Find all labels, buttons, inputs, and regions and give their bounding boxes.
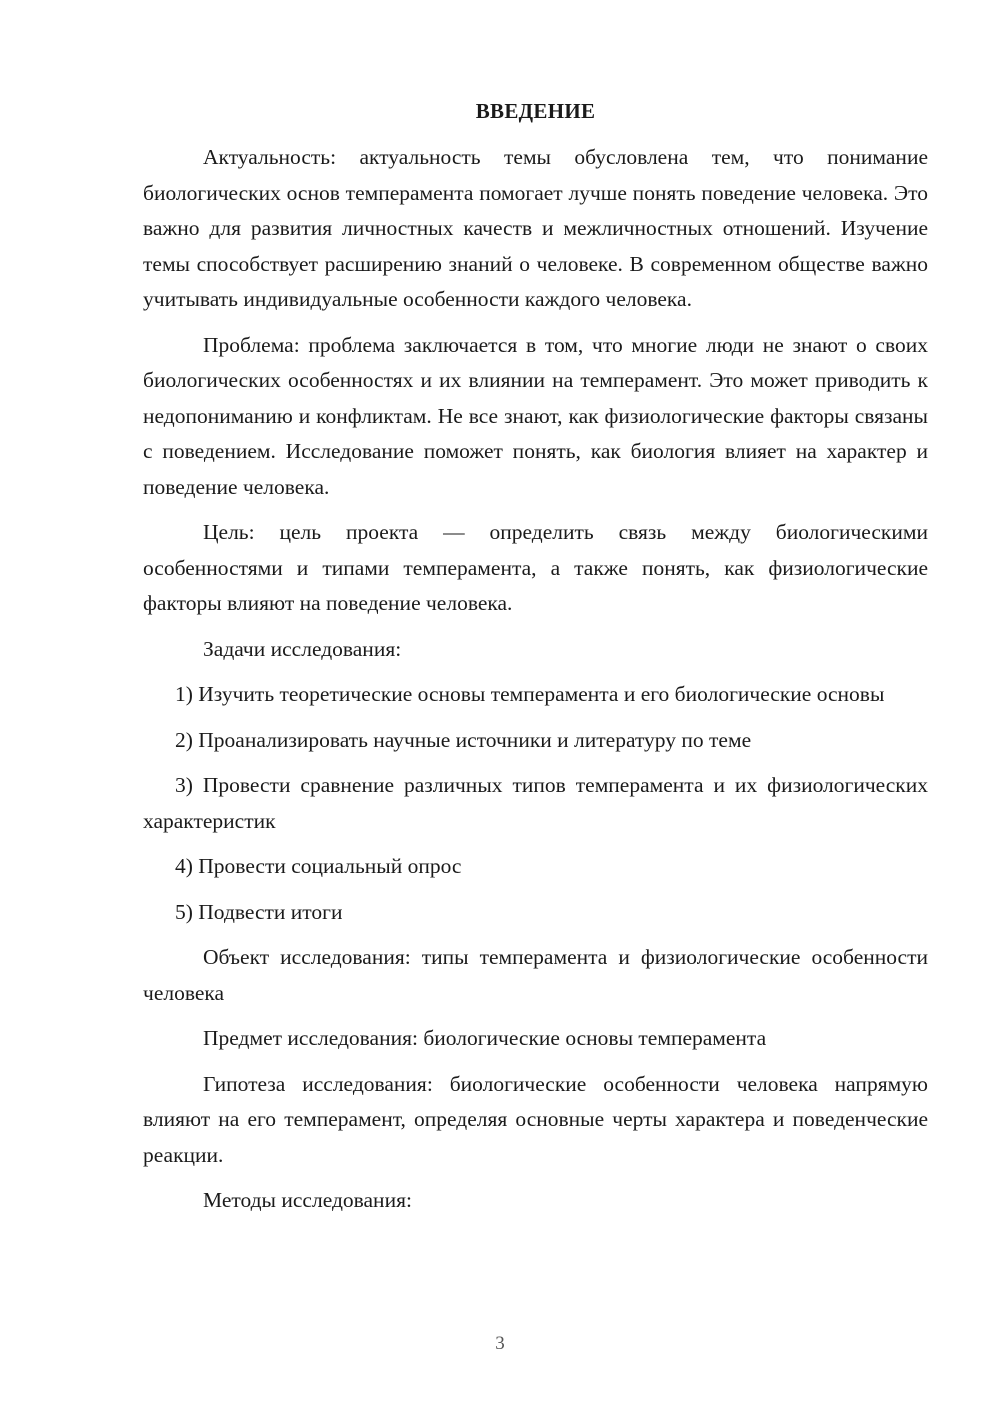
tasks-title: Задачи исследования: — [203, 636, 402, 661]
task-item-2: 2) Проанализировать научные источники и литературу по теме — [175, 727, 752, 752]
paragraph-problem: Проблема: проблема заключается в том, что многие люди не знают о своих биологических особенностях и их влиянии на темперамент. Это может приводить к недопониманию и конфликтам. Не все знают, как физиологические факторы связаны с поведением. Исследование поможет понять, как биология влияет на характер и поведение человека. — [143, 332, 928, 499]
section-heading: ВВЕДЕНИЕ — [475, 99, 596, 123]
paragraph-hypothesis: Гипотеза исследования: биологические особенности человека напрямую влияют на его темперамент, определяя основные черты характера и поведенческие реакции. — [143, 1071, 928, 1167]
paragraph-relevance: Актуальность: актуальность темы обусловлена тем, что понимание биологических основ темперамента помогает лучше понять поведение человека. Это важно для развития личностных качеств и межличностных отношений. Изучение темы способствует расширению знаний о человеке. В современном обществе важно учитывать индивидуальные особенности каждого человека. — [143, 145, 928, 311]
methods-title: Методы исследования: — [203, 1188, 412, 1212]
task-item-5: 5) Подвести итоги — [175, 899, 343, 924]
paragraph-goal: Цель: цель проекта — определить связь между биологическими особенностями и типами темперамента, а также понять, как физиологические факторы влияют на поведение человека. — [143, 520, 928, 615]
paragraph-subject: Предмет исследования: биологические основы темперамента — [203, 1026, 767, 1050]
page-number: 3 — [495, 1333, 505, 1354]
task-item-3: 3) Провести сравнение различных типов темперамента и их физиологических характеристик — [143, 773, 928, 833]
paragraph-object: Объект исследования: типы темперамента и физиологические особенности человека — [143, 945, 928, 1005]
task-item-4: 4) Провести социальный опрос — [175, 854, 462, 878]
document-page — [143, 96, 928, 1229]
task-item-1: 1) Изучить теоретические основы темперамента и его биологические основы — [175, 682, 885, 706]
